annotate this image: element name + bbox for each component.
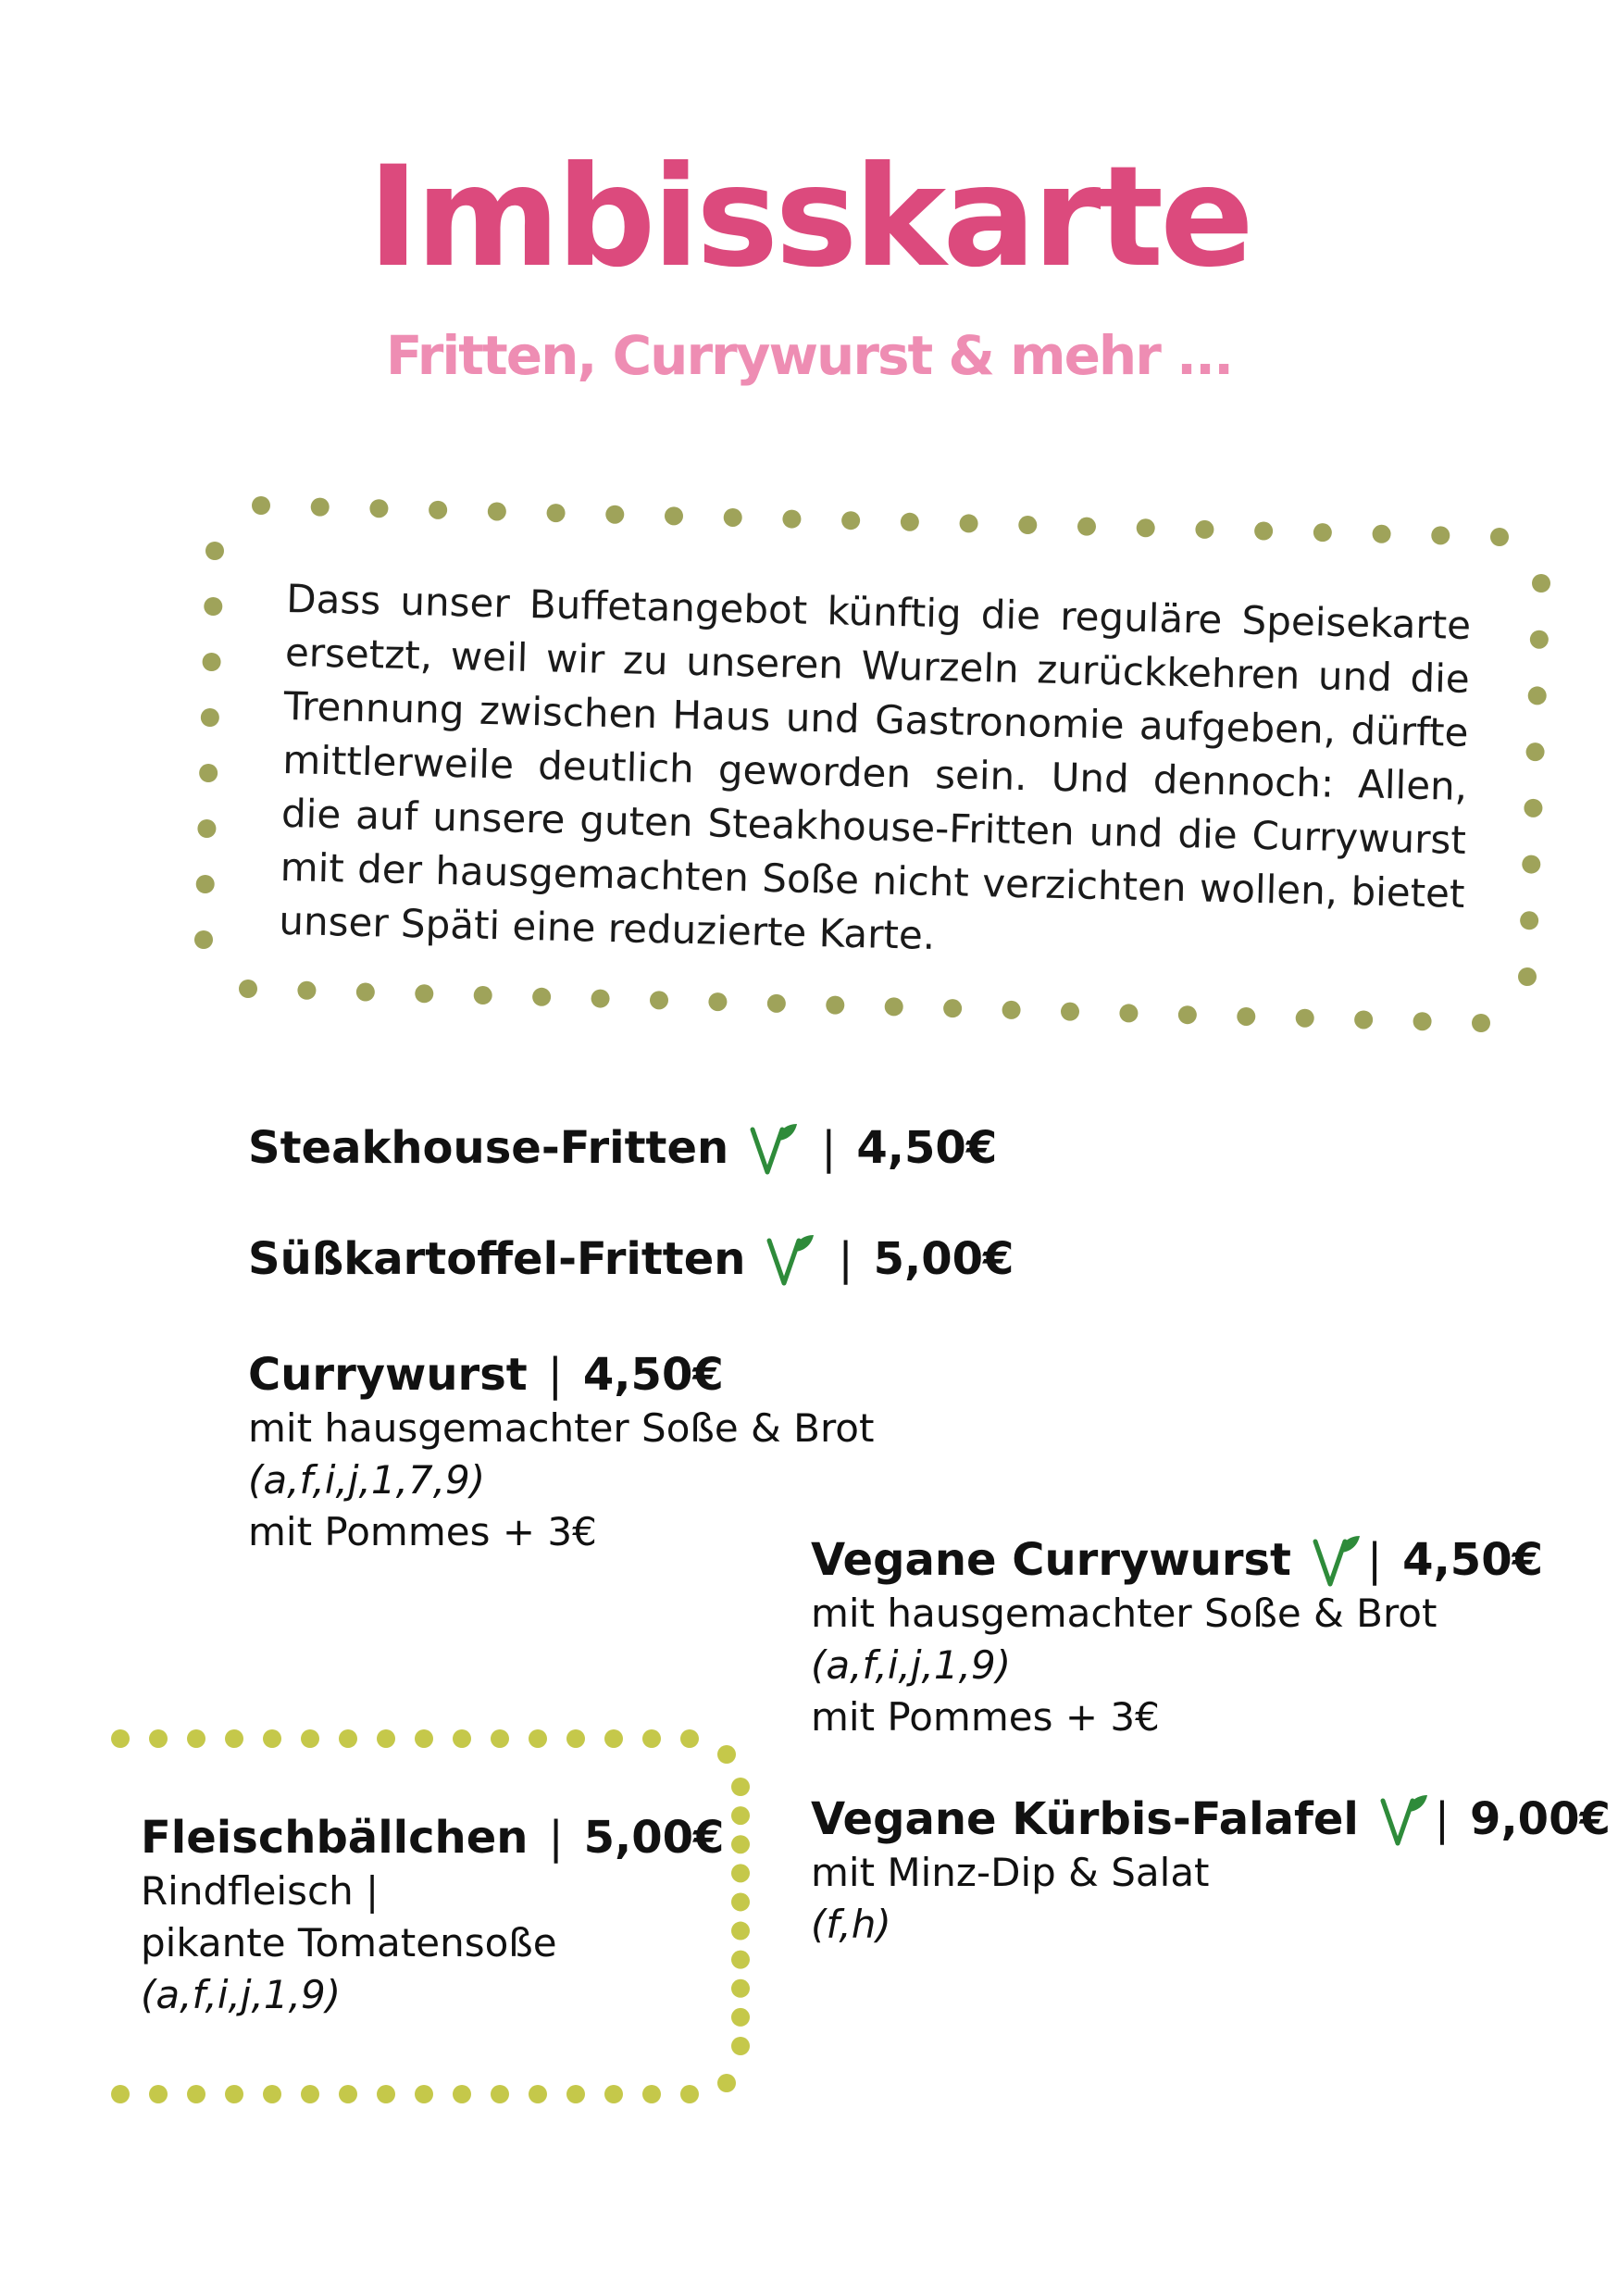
decorative-dot	[205, 542, 224, 560]
decorative-dot	[717, 1745, 736, 1764]
item-price: 4,50€	[582, 1349, 724, 1401]
decorative-dot	[1518, 967, 1537, 986]
decorative-dot	[1018, 516, 1037, 534]
decorative-dot	[1137, 518, 1155, 537]
decorative-dot	[311, 498, 330, 517]
decorative-dot	[1061, 1003, 1079, 1021]
decorative-dot	[415, 984, 433, 1003]
decorative-dot	[1313, 523, 1332, 542]
decorative-dot	[901, 513, 919, 531]
decorative-dot	[680, 2085, 699, 2103]
item-name: Fleischbällchen	[141, 1812, 529, 1864]
item-name: Currywurst	[248, 1349, 528, 1401]
item-allergens: (a,f,i,j,1,7,9)	[248, 1457, 486, 1503]
decorative-dot	[149, 2085, 168, 2103]
decorative-dot	[201, 708, 219, 727]
decorative-dot	[547, 504, 566, 522]
decorative-dot	[252, 496, 270, 515]
decorative-dot	[1413, 1012, 1432, 1030]
decorative-dot	[1524, 799, 1542, 817]
item-allergens: (f,h)	[811, 1902, 891, 1947]
intro-text: Dass unser Buffetangebot künftig die reguläre Speisekarte ersetzt, weil wir zu unseren Wurzeln zurückkehren und die Trennung zwischen Haus und Gastronomie aufgeben, dürfte mittlerweile deutlich geworden sein. Und dennoch: Allen, die auf unsere guten Steakhouse-Fritten und die Currywurst mit der hausgemachten Soße nicht verzichten wollen, bietet unser Späti eine reduzierte Karte.	[278, 575, 1472, 958]
decorative-dot	[239, 980, 257, 998]
item-description: mit hausgemachter Soße & Brot	[811, 1591, 1438, 1636]
decorative-dot	[532, 988, 551, 1006]
decorative-dot	[731, 1806, 750, 1825]
decorative-dot	[1354, 1010, 1373, 1029]
decorative-dot	[204, 597, 222, 616]
decorative-dot	[1237, 1007, 1255, 1026]
decorative-dot	[529, 2085, 547, 2103]
decorative-dot	[960, 514, 978, 532]
decorative-dot	[1490, 528, 1509, 546]
decorative-dot	[708, 992, 727, 1011]
decorative-dot	[642, 2085, 661, 2103]
decorative-dot	[111, 2085, 130, 2103]
decorative-dot	[225, 1729, 243, 1748]
decorative-dot	[591, 990, 610, 1008]
vegan-leaf-icon	[1308, 1532, 1363, 1588]
decorative-dot	[225, 2085, 243, 2103]
decorative-dot	[339, 2085, 357, 2103]
decorative-dot	[356, 983, 375, 1002]
decorative-dot	[731, 1778, 750, 1796]
decorative-dot	[474, 986, 492, 1004]
decorative-dot	[566, 1729, 585, 1748]
decorative-dot	[731, 1922, 750, 1940]
decorative-dot	[605, 505, 624, 524]
decorative-dot	[1526, 742, 1545, 761]
decorative-dot	[1119, 1004, 1138, 1022]
decorative-dot	[731, 1892, 750, 1911]
item-description-line: Rindfleisch |	[141, 1868, 380, 1914]
item-extra: mit Pommes + 3€	[811, 1694, 1160, 1740]
item-price: 9,00€	[1470, 1793, 1611, 1845]
separator: |	[1367, 1534, 1383, 1586]
decorative-dot	[680, 1729, 699, 1748]
decorative-dot	[1532, 574, 1550, 593]
decorative-dot	[301, 2085, 319, 2103]
decorative-dot	[885, 997, 903, 1016]
item-name: Vegane Kürbis-Falafel	[811, 1793, 1359, 1845]
menu-item-currywurst	[248, 1347, 874, 1558]
decorative-dot	[604, 2085, 623, 2103]
decorative-dot	[642, 1729, 661, 1748]
separator: |	[1434, 1793, 1450, 1845]
decorative-dot	[377, 2085, 395, 2103]
decorative-dot	[415, 1729, 433, 1748]
menu-item-fleischbaellchen	[141, 1810, 724, 2021]
item-name: Vegane Currywurst	[811, 1534, 1291, 1586]
item-allergens: (a,f,i,j,1,9)	[141, 1972, 342, 2017]
decorative-dot	[731, 2008, 750, 2027]
item-price: 5,00€	[583, 1812, 725, 1864]
decorative-dot	[194, 930, 213, 949]
decorative-dot	[297, 981, 316, 1000]
decorative-dot	[717, 2074, 736, 2092]
decorative-dot	[301, 1729, 319, 1748]
decorative-dot	[604, 1729, 623, 1748]
decorative-dot	[731, 1979, 750, 1998]
separator: |	[548, 1812, 564, 1864]
decorative-dot	[1254, 522, 1273, 541]
decorative-dot	[111, 1729, 130, 1748]
page-subtitle: Fritten, Currywurst & mehr ...	[385, 324, 1233, 387]
decorative-dot	[724, 508, 742, 527]
page-title: Imbisskarte	[367, 137, 1251, 298]
decorative-dot	[187, 1729, 205, 1748]
menu-item-suesskartoffel-fritten	[248, 1231, 1014, 1287]
decorative-dot	[1002, 1001, 1021, 1019]
decorative-dot	[488, 502, 506, 520]
decorative-dot	[429, 501, 447, 519]
decorative-dot	[1520, 911, 1538, 930]
item-description: mit Minz-Dip & Salat	[811, 1850, 1210, 1895]
decorative-dot	[149, 1729, 168, 1748]
decorative-dot	[650, 991, 668, 1009]
decorative-dot	[767, 994, 786, 1013]
item-description: mit hausgemachter Soße & Brot	[248, 1405, 875, 1451]
decorative-dot	[731, 1864, 750, 1882]
decorative-dot	[491, 2085, 509, 2103]
menu-item-vegane-kuerbis-falafel	[811, 1791, 1611, 1951]
decorative-dot	[1296, 1009, 1314, 1028]
decorative-dot	[1472, 1014, 1490, 1032]
item-description-line: pikante Tomatensoße	[141, 1920, 557, 1965]
decorative-dot	[1431, 526, 1450, 544]
decorative-dot	[665, 506, 683, 525]
decorative-dot	[943, 999, 962, 1017]
decorative-dot	[369, 499, 388, 518]
decorative-dot	[199, 764, 218, 782]
decorative-dot	[1195, 520, 1214, 539]
decorative-dot	[1178, 1005, 1197, 1024]
item-price: 4,50€	[1402, 1534, 1543, 1586]
decorative-dot	[453, 2085, 471, 2103]
decorative-dot	[1530, 630, 1549, 649]
item-name: Süßkartoffel-Fritten	[248, 1233, 746, 1285]
decorative-dot	[731, 1951, 750, 1969]
item-extra: mit Pommes + 3€	[248, 1509, 597, 1554]
decorative-dot	[731, 1835, 750, 1853]
menu-item-vegane-currywurst	[811, 1532, 1543, 1743]
item-price: 4,50€	[856, 1122, 998, 1174]
decorative-dot	[529, 1729, 547, 1748]
decorative-dot	[453, 1729, 471, 1748]
vegan-leaf-icon	[762, 1231, 817, 1287]
decorative-dot	[1528, 686, 1547, 705]
decorative-dot	[196, 875, 215, 893]
separator: |	[821, 1122, 837, 1174]
decorative-dot	[339, 1729, 357, 1748]
item-name: Steakhouse-Fritten	[248, 1122, 729, 1174]
decorative-dot	[731, 2037, 750, 2055]
decorative-dot	[1373, 525, 1391, 543]
decorative-dot	[782, 510, 801, 529]
decorative-dot	[263, 1729, 281, 1748]
separator: |	[838, 1233, 853, 1285]
decorative-dot	[203, 653, 221, 671]
decorative-dot	[826, 996, 844, 1015]
decorative-dot	[377, 1729, 395, 1748]
vegan-leaf-icon	[1375, 1791, 1431, 1847]
decorative-dot	[415, 2085, 433, 2103]
decorative-dot	[841, 511, 860, 530]
decorative-dot	[1522, 855, 1540, 874]
menu-item-steakhouse-fritten	[248, 1120, 997, 1176]
decorative-dot	[491, 1729, 509, 1748]
decorative-dot	[1077, 518, 1096, 536]
separator: |	[547, 1349, 563, 1401]
vegan-leaf-icon	[745, 1120, 801, 1176]
item-allergens: (a,f,i,j,1,9)	[811, 1642, 1012, 1688]
decorative-dot	[566, 2085, 585, 2103]
decorative-dot	[263, 2085, 281, 2103]
item-price: 5,00€	[873, 1233, 1014, 1285]
decorative-dot	[187, 2085, 205, 2103]
decorative-dot	[197, 819, 216, 838]
